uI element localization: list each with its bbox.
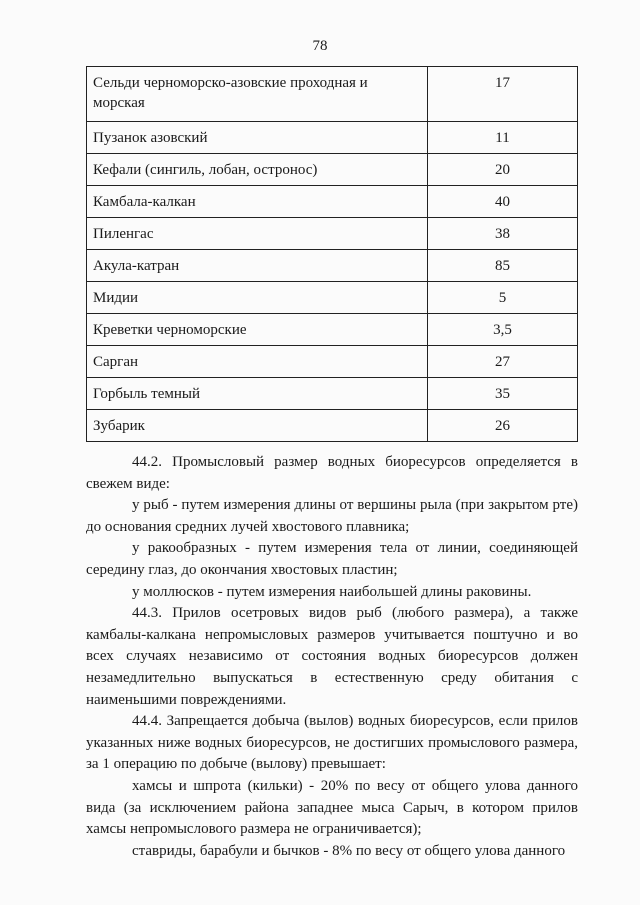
table-row	[87, 378, 578, 410]
table-row	[87, 282, 578, 314]
fish-size-table	[86, 66, 578, 442]
size-value: 20	[428, 154, 578, 186]
species-name: Пиленгас	[87, 218, 428, 250]
paragraph-44-2: 44.2. Промысловый размер водных биоресурсов определяется в свежем виде:	[86, 454, 578, 492]
species-name: Пузанок азовский	[87, 122, 428, 154]
species-name: Акула-катран	[87, 250, 428, 282]
species-name: Сельди черноморско-азовские проходная и морская	[87, 67, 428, 122]
table-row	[87, 218, 578, 250]
body-text	[86, 452, 578, 862]
table-row	[87, 67, 578, 122]
paragraph-44-4: 44.4. Запрещается добыча (вылов) водных биоресурсов, если прилов указанных ниже водных биоресурсов, не достигших промыслового размера, за 1 операцию по добыче (вылову) превышает:	[86, 713, 578, 773]
size-value: 17	[428, 67, 578, 122]
size-value: 85	[428, 250, 578, 282]
size-value: 40	[428, 186, 578, 218]
size-value: 5	[428, 282, 578, 314]
table-row	[87, 250, 578, 282]
page-number: 78	[312, 38, 328, 54]
table-row	[87, 314, 578, 346]
species-name: Мидии	[87, 282, 428, 314]
species-name: Камбала-калкан	[87, 186, 428, 218]
species-name: Зубарик	[87, 410, 428, 442]
paragraph-mollusc-measure: у моллюсков - путем измерения наибольшей длины раковины.	[132, 583, 532, 600]
species-name: Кефали (сингиль, лобан, остронос)	[87, 154, 428, 186]
paragraph-44-3: 44.3. Прилов осетровых видов рыб (любого размера), а также камбалы-калкана непромысловых размеров учитывается поштучно и во всех случаях независимо от состояния водных биоресурсов должен незамедлительно выпускаться в естественную среду обитания с наименьшими повреждениями.	[86, 605, 578, 708]
species-name: Горбыль темный	[87, 378, 428, 410]
size-value: 26	[428, 410, 578, 442]
paragraph-anchovy-sprat: хамсы и шпрота (кильки) - 20% по весу от общего улова данного вида (за исключением района западнее мыса Сарыч, в котором прилов хамсы непромыслового размера не ограничивается);	[86, 777, 578, 838]
paragraph-fish-measure: у рыб - путем измерения длины от вершины рыла (при закрытом рте) до основания средних лучей хвостового плавника;	[86, 497, 578, 535]
table-row	[87, 154, 578, 186]
paragraph-horse-mackerel: ставриды, барабули и бычков - 8% по весу от общего улова данного	[132, 842, 566, 859]
species-name: Сарган	[87, 346, 428, 378]
size-value: 27	[428, 346, 578, 378]
species-name: Креветки черноморские	[87, 314, 428, 346]
table-row	[87, 346, 578, 378]
size-value: 35	[428, 378, 578, 410]
paragraph-crustacean-measure: у ракообразных - путем измерения тела от линии, соединяющей середину глаз, до окончания хвостовых пластин;	[86, 540, 578, 578]
size-value: 11	[428, 122, 578, 154]
table-row	[87, 186, 578, 218]
size-value: 3,5	[428, 314, 578, 346]
table-row	[87, 410, 578, 442]
table-row	[87, 122, 578, 154]
size-value: 38	[428, 218, 578, 250]
